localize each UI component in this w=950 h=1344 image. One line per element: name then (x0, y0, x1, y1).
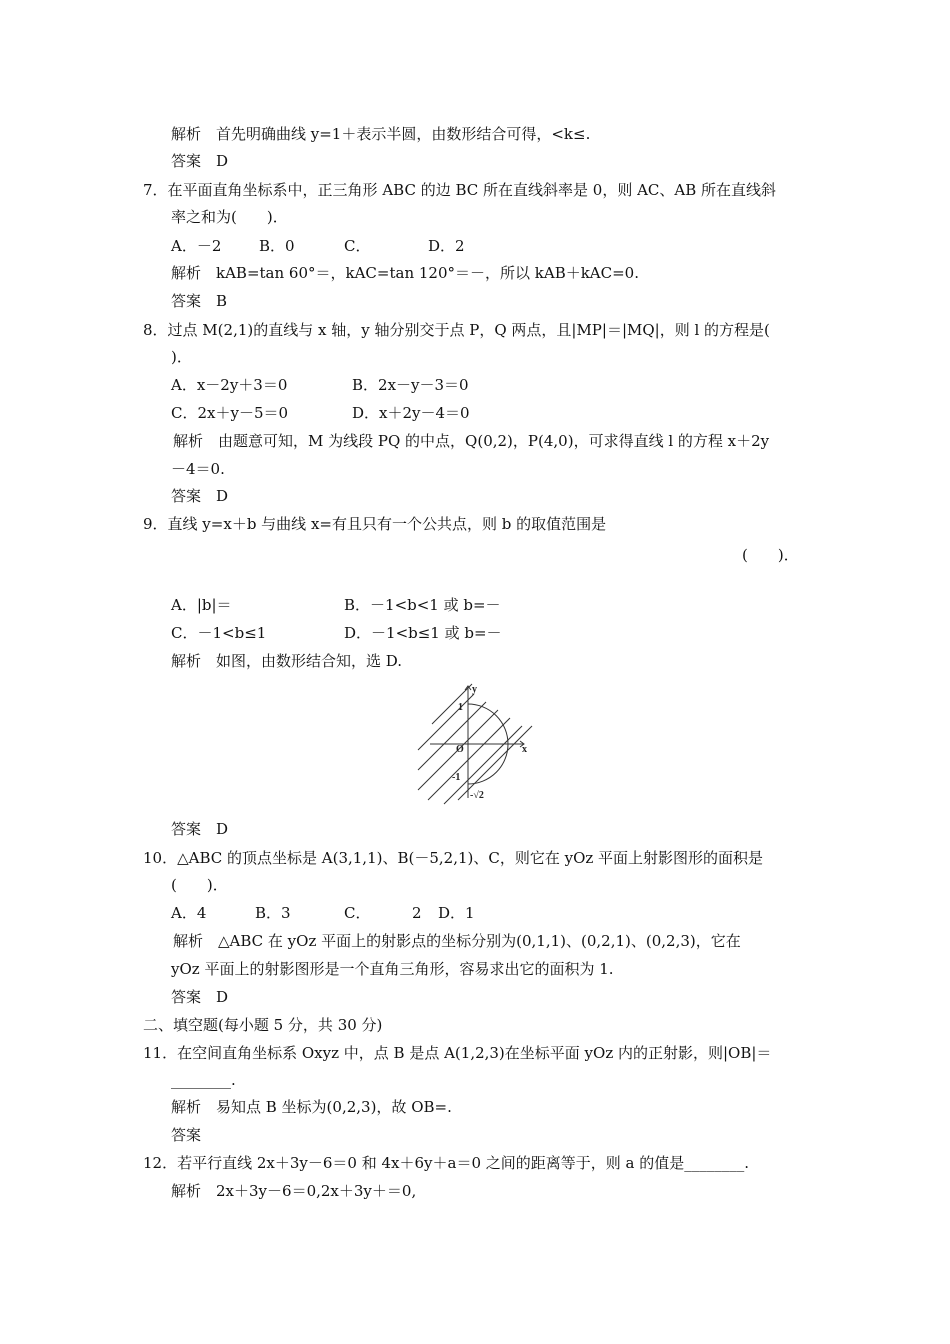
parallel-line (432, 684, 472, 724)
q7-option-c: C． (344, 237, 371, 255)
q11-analysis: 解析 易知点 B 坐标为(0,2,3)，故 OB=. (171, 1098, 452, 1116)
q8-stem-line2: )． (171, 348, 192, 366)
q10-option-d: D．1 (438, 904, 475, 922)
q10-answer: 答案 D (171, 988, 229, 1006)
q10-option-c: C． (344, 904, 371, 922)
q7-option-d: D．2 (428, 237, 465, 255)
q9-option-a: A．|b|＝ (171, 596, 232, 614)
q11-stem-line1: 11．在空间直角坐标系 Oxyz 中，点 B 是点 A(1,2,3)在坐标平面 yOz 内的正射影，则|OB|＝ (143, 1044, 772, 1062)
q10-option-c-value: 2 (412, 904, 422, 922)
parallel-line (458, 726, 532, 800)
q8-option-c: C．2x＋y－5＝0 (171, 404, 289, 422)
label-y: y (472, 684, 477, 695)
q8-option-d: D．x＋2y－4＝0 (352, 404, 470, 422)
q10-option-a: A．4 (171, 904, 207, 922)
q6-analysis: 解析 首先明确曲线 y=1＋表示半圆，由数形结合可得，<k≤. (171, 125, 591, 143)
q8-answer: 答案 D (171, 487, 229, 505)
q8-analysis-line1: 解析 由题意可知，M 为线段 PQ 的中点，Q(0,2)，P(4,0)，可求得直线 l 的方程 x＋2y (173, 432, 770, 450)
q10-stem-line2: ( )． (171, 876, 228, 894)
label-origin: O (456, 744, 464, 755)
q9-option-d: D．－1<b≤1 或 b=－ (344, 624, 502, 642)
q9-option-b: B．－1<b<1 或 b=－ (344, 596, 501, 614)
q7-answer: 答案 B (171, 292, 228, 310)
q9-bracket: ( )． (742, 546, 799, 564)
q9-option-c: C．－1<b≤1 (171, 624, 267, 642)
label-neg-sqrt2: -√2 (470, 790, 484, 801)
q7-stem-line1: 7．在平面直角坐标系中，正三角形 ABC 的边 BC 所在直线斜率是 0，则 AC、AB 所在直线斜 (143, 181, 777, 199)
q9-stem: 9．直线 y=x＋b 与曲线 x=有且只有一个公共点，则 b 的取值范围是 (143, 515, 607, 533)
parallel-line (428, 718, 510, 800)
q6-answer: 答案 D (171, 152, 229, 170)
q12-stem: 12．若平行直线 2x＋3y－6＝0 和 4x＋6y＋a＝0 之间的距离等于，则 a 的值是________. (143, 1154, 750, 1172)
q7-stem-line2: 率之和为( )． (171, 208, 288, 226)
q8-option-b: B．2x－y－3＝0 (352, 376, 469, 394)
q11-stem-line2: ________. (171, 1071, 236, 1089)
q8-stem-line1: 8．过点 M(2,1)的直线与 x 轴，y 轴分别交于点 P，Q 两点，且|MP|＝|MQ|，则 l 的方程是( (143, 321, 770, 339)
semicircle-lines-figure (414, 680, 540, 806)
q11-answer: 答案 (171, 1126, 202, 1144)
q8-option-a: A．x－2y＋3＝0 (171, 376, 288, 394)
parallel-line (418, 702, 486, 770)
q10-analysis-line2: yOz 平面上的射影图形是一个直角三角形，容易求出它的面积为 1. (171, 960, 614, 978)
label-1: 1 (458, 702, 463, 713)
q10-stem-line1: 10．△ABC 的顶点坐标是 A(3,1,1)、B(－5,2,1)、C，则它在 yOz 平面上射影图形的面积是 (143, 849, 764, 867)
q10-analysis-line1: 解析 △ABC 在 yOz 平面上的射影点的坐标分别为(0,1,1)、(0,2,1)、(0,2,3)，它在 (173, 932, 741, 950)
q7-option-a: A．－2 (171, 237, 222, 255)
q10-option-b: B．3 (255, 904, 291, 922)
label-neg1: -1 (452, 772, 461, 783)
q7-option-b: B．0 (259, 237, 295, 255)
section-heading: 二、填空题(每小题 5 分，共 30 分) (143, 1016, 383, 1034)
label-x: x (522, 744, 527, 755)
q9-answer: 答案 D (171, 820, 229, 838)
q8-analysis-line2: －4＝0. (171, 460, 225, 478)
q7-analysis: 解析 kAB=tan 60°＝，kAC=tan 120°＝－，所以 kAB＋kAC=0. (171, 264, 639, 282)
q9-analysis: 解析 如图，由数形结合知，选 D. (171, 652, 403, 670)
q12-analysis: 解析 2x＋3y－6＝0,2x＋3y＋＝0, (171, 1182, 417, 1200)
